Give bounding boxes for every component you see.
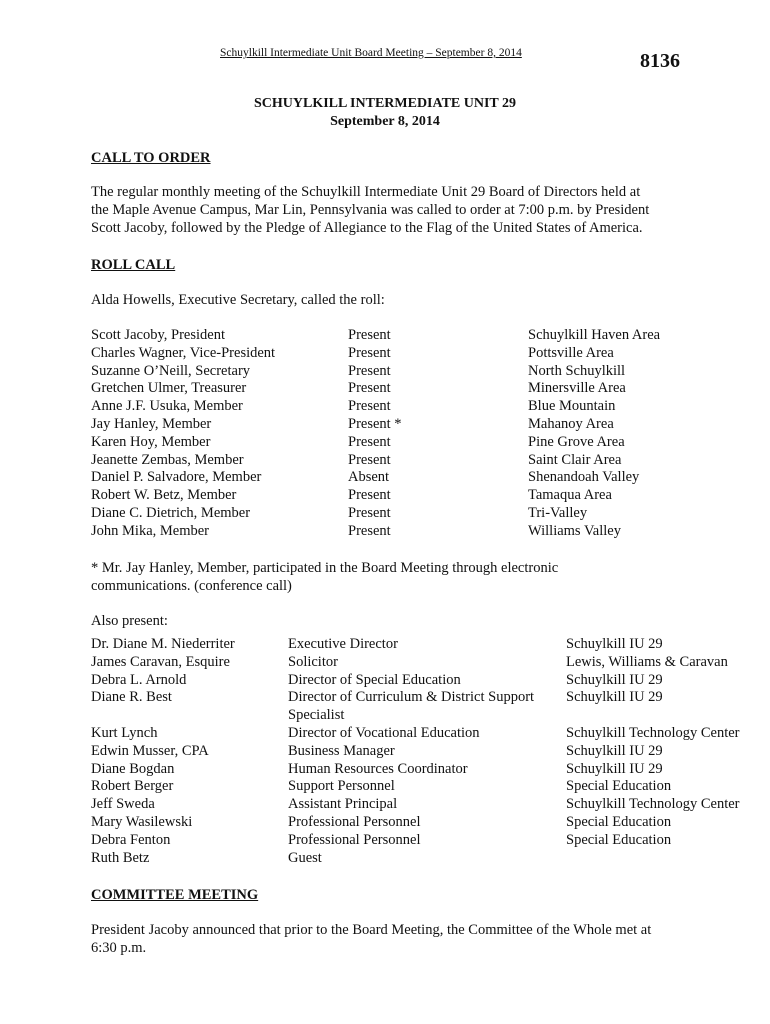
paragraph-line: President Jacoby announced that prior to the Board Meeting, the Committee of the Whole met at: [91, 922, 652, 938]
blank-row: [91, 706, 235, 724]
member-status: Present: [348, 362, 391, 379]
member-name: Daniel P. Salvadore, Member: [91, 469, 262, 486]
attendee-title: Director of Special Education: [288, 671, 461, 688]
attendee-affiliation: Schuylkill IU 29: [566, 671, 663, 688]
member-status: Present: [348, 522, 391, 539]
heading-roll-call: ROLL CALL: [91, 257, 176, 273]
member-status: Present: [348, 344, 391, 361]
member-district: Blue Mountain: [528, 398, 616, 415]
member-district: Tamaqua Area: [528, 487, 612, 504]
attendee-name: Kurt Lynch: [91, 724, 158, 741]
attendee-name: Diane R. Best: [91, 689, 172, 706]
member-district: Williams Valley: [528, 522, 621, 539]
attendee-affiliation: Schuylkill Technology Center: [566, 796, 740, 813]
roll-status-column: [348, 326, 402, 540]
member-district: Pine Grove Area: [528, 433, 625, 450]
roll-names-column: [91, 326, 275, 540]
attendee-affiliation: Special Education: [566, 778, 672, 795]
attendee-affiliation: Schuylkill Technology Center: [566, 724, 740, 741]
roll-district-column: [528, 326, 660, 540]
attendee-name: Debra Fenton: [91, 831, 171, 848]
member-status: Present: [348, 504, 391, 521]
attendee-affiliation: Schuylkill IU 29: [566, 742, 663, 759]
member-name: Anne J.F. Usuka, Member: [91, 398, 243, 415]
attendee-title: Guest: [288, 849, 322, 866]
attendee-title: Director of Vocational Education: [288, 724, 480, 741]
attendee-title: Solicitor: [288, 653, 338, 670]
attendee-title: Support Personnel: [288, 778, 395, 795]
member-name: Diane C. Dietrich, Member: [91, 504, 251, 521]
member-name: Karen Hoy, Member: [91, 433, 211, 450]
member-status: Present: [348, 451, 391, 468]
paragraph-line: The regular monthly meeting of the Schuylkill Intermediate Unit 29 Board of Directors held at: [91, 184, 641, 200]
attendee-name: Robert Berger: [91, 778, 174, 795]
attendee-title: Human Resources Coordinator: [288, 760, 468, 777]
attendee-title: Professional Personnel: [288, 813, 421, 830]
member-district: Schuylkill Haven Area: [528, 327, 661, 343]
blank-row: [566, 706, 740, 724]
member-name: Robert W. Betz, Member: [91, 487, 237, 504]
member-district: Tri-Valley: [528, 504, 588, 521]
also-present-heading: Also present:: [91, 613, 168, 629]
footnote-line: * Mr. Jay Hanley, Member, participated in the Board Meeting through electronic: [91, 560, 559, 576]
attendee-name: Edwin Musser, CPA: [91, 742, 209, 759]
attendee-affiliation: Schuylkill IU 29: [566, 636, 663, 652]
member-status: Present: [348, 487, 391, 504]
also-present-affiliations-column: [566, 635, 740, 866]
paragraph-line: Scott Jacoby, followed by the Pledge of Allegiance to the Flag of the United States of America.: [91, 220, 643, 236]
member-name: John Mika, Member: [91, 522, 209, 539]
attendee-affiliation: Special Education: [566, 813, 672, 830]
member-status: Present: [348, 433, 391, 450]
member-name: Jay Hanley, Member: [91, 415, 212, 432]
paragraph-line: 6:30 p.m.: [91, 940, 147, 956]
attendee-affiliation: Schuylkill IU 29: [566, 689, 663, 706]
attendee-name: Diane Bogdan: [91, 760, 175, 777]
call-to-order-paragraph: [91, 183, 691, 237]
committee-meeting-paragraph: [91, 921, 691, 957]
member-name: Jeanette Zembas, Member: [91, 451, 244, 468]
member-status: Present *: [348, 415, 402, 432]
attendee-name: Jeff Sweda: [91, 796, 155, 813]
attendee-title: Assistant Principal: [288, 796, 398, 813]
attendee-affiliation: Special Education: [566, 831, 672, 848]
document-title: [0, 95, 770, 131]
attendee-name: Ruth Betz: [91, 849, 150, 866]
member-district: Mahanoy Area: [528, 415, 614, 432]
heading-call-to-order: CALL TO ORDER: [91, 150, 211, 166]
footnote-line: communications. (conference call): [91, 578, 292, 594]
title-line-1: SCHUYLKILL INTERMEDIATE UNIT 29: [253, 96, 517, 111]
title-date: September 8, 2014: [330, 114, 440, 129]
attendee-title: Business Manager: [288, 742, 395, 759]
paragraph-line: the Maple Avenue Campus, Mar Lin, Pennsylvania was called to order at 7:00 p.m. by President: [91, 202, 650, 218]
member-name: Suzanne O’Neill, Secretary: [91, 362, 251, 379]
attendee-name: Dr. Diane M. Niederriter: [91, 636, 235, 652]
member-district: Shenandoah Valley: [528, 469, 640, 486]
member-status: Absent: [348, 469, 390, 486]
member-name: Charles Wagner, Vice-President: [91, 344, 276, 361]
attendee-name: Debra L. Arnold: [91, 671, 187, 688]
member-status: Present: [348, 380, 391, 397]
attendee-name: James Caravan, Esquire: [91, 653, 230, 670]
attendee-affiliation: Schuylkill IU 29: [566, 760, 663, 777]
member-district: North Schuylkill: [528, 362, 626, 379]
attendee-name: Mary Wasilewski: [91, 813, 193, 830]
blank-row: [566, 849, 740, 867]
also-present-titles-column: [288, 635, 534, 866]
member-name: Gretchen Ulmer, Treasurer: [91, 380, 247, 397]
member-status: Present: [348, 327, 391, 343]
attendee-title: Specialist: [288, 707, 345, 724]
heading-committee-meeting: COMMITTEE MEETING: [91, 887, 259, 903]
attendee-title: Professional Personnel: [288, 831, 421, 848]
member-district: Saint Clair Area: [528, 451, 622, 468]
attendee-title: Executive Director: [288, 636, 398, 652]
attendee-title: Director of Curriculum & District Support: [288, 689, 535, 706]
member-status: Present: [348, 398, 391, 415]
member-district: Minersville Area: [528, 380, 626, 397]
member-name: Scott Jacoby, President: [91, 327, 225, 343]
running-title: Schuylkill Intermediate Unit Board Meeting – September 8, 2014: [220, 47, 522, 59]
attendee-affiliation: Lewis, Williams & Caravan: [566, 653, 728, 670]
roll-call-intro: Alda Howells, Executive Secretary, called the roll:: [91, 292, 385, 308]
also-present-names-column: [91, 635, 235, 866]
roll-call-footnote: [91, 559, 691, 595]
member-district: Pottsville Area: [528, 344, 614, 361]
page-number: 8136: [640, 50, 680, 72]
